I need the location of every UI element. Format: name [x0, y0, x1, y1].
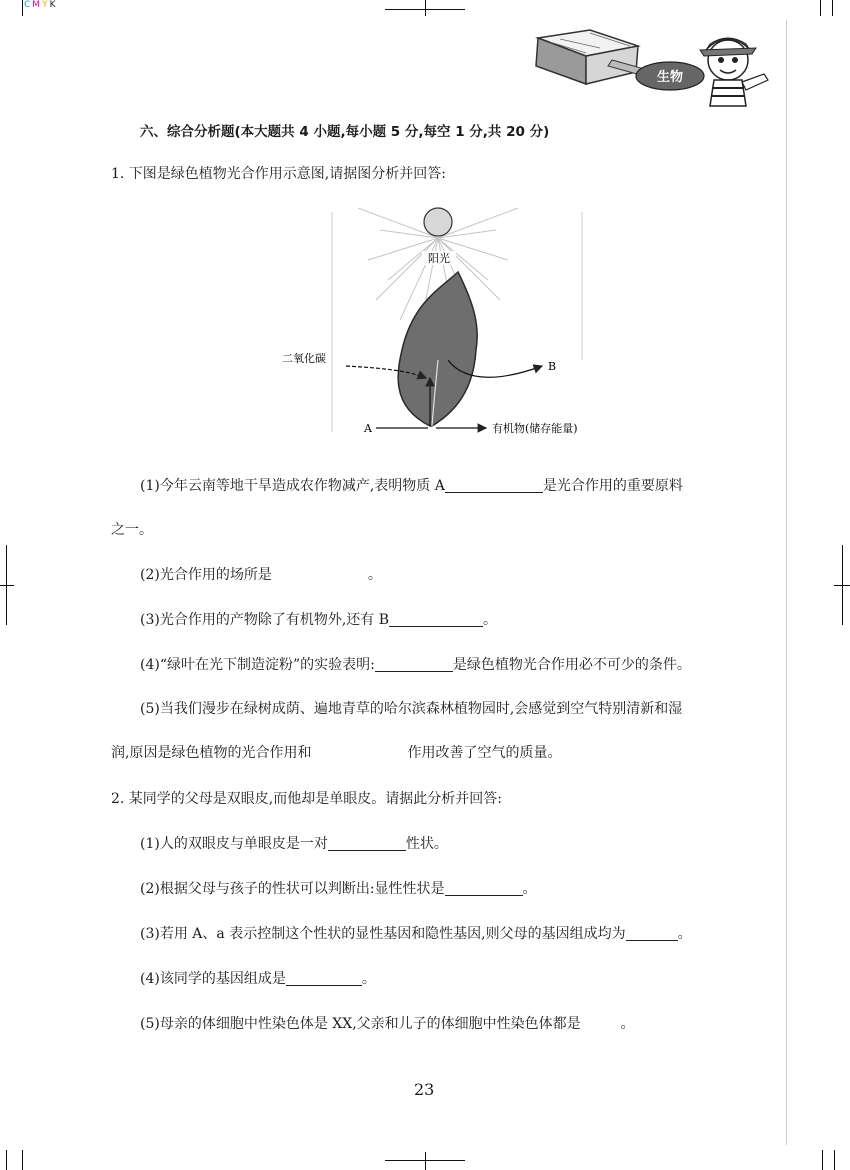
q2-p2-line: (2)根据父母与孩子的性状可以判断出:显性性状是 。: [140, 881, 537, 897]
sun-label: 阳光: [428, 252, 450, 265]
q2-p3-blank: [626, 925, 678, 941]
q2-p4-blank: [286, 970, 362, 986]
subject-badge-text: 生物: [656, 70, 684, 85]
right-margin-rule: [786, 20, 787, 1145]
q1-p1-continuation: 之一。: [111, 522, 153, 538]
q1-stem: 1. 下图是绿色植物光合作用示意图,请据图分析并回答:: [111, 166, 446, 182]
crop-mark-right-h: [834, 585, 850, 586]
q1-p4-blank: [375, 656, 453, 672]
crop-mark-bottom-left-2: [22, 1150, 23, 1170]
photosynthesis-diagram: [280, 200, 600, 440]
organic-label: 有机物(储存能量): [492, 422, 578, 435]
q1-p3-line: (3)光合作用的产物除了有机物外,还有 B 。: [140, 612, 498, 628]
q1-p3-blank: [389, 611, 483, 627]
crop-mark-bottom-right-2: [834, 1150, 835, 1170]
q1-p4-line: (4)“绿叶在光下制造淀粉”的实验表明: 是绿色植物光合作用必不可少的条件。: [140, 657, 691, 673]
crop-mark-top-center-v: [425, 0, 426, 16]
q1-p5-continuation: 润,原因是绿色植物的光合作用和 作用改善了空气的质量。: [111, 745, 562, 761]
q2-p5-line: (5)母亲的体细胞中性染色体是 XX,父亲和儿子的体细胞中性染色体都是 。: [140, 1016, 635, 1032]
section-title: 六、综合分析题(本大题共 4 小题,每小题 5 分,每空 1 分,共 20 分): [140, 124, 550, 140]
q2-p1-line: (1)人的双眼皮与单眼皮是一对 性状。: [140, 836, 448, 852]
crop-mark-bottom-right-1: [822, 1150, 823, 1170]
crop-mark-left-h: [0, 585, 14, 586]
a-label: A: [364, 422, 372, 435]
subject-badge: [636, 62, 704, 90]
q1-p5-line: (5)当我们漫步在绿树成荫、遍地青草的哈尔滨森林植物园时,会感觉到空气特别清新和湿: [140, 701, 683, 717]
q2-p2-blank: [445, 880, 523, 896]
q2-p3-line: (3)若用 A、a 表示控制这个性状的显性基因和隐性基因,则父母的基因组成均为 。: [140, 926, 692, 942]
co2-label: 二氧化碳: [282, 352, 326, 365]
q1-p1-line: (1)今年云南等地干旱造成农作物减产,表明物质 A 是光合作用的重要原料: [140, 478, 683, 494]
page-number: 23: [414, 1080, 435, 1099]
cartoon-student-icon: [700, 38, 768, 106]
header-illustration: [520, 20, 780, 110]
q1-p2-line: (2)光合作用的场所是 。: [140, 567, 382, 583]
crop-mark-top-left: [22, 0, 23, 16]
crop-mark-top-right-2: [832, 0, 833, 16]
leaf-icon: [398, 272, 477, 426]
b-label: B: [548, 360, 557, 373]
crop-mark-bottom-center-v: [425, 1152, 426, 1170]
crop-mark-bottom-left-1: [6, 1150, 7, 1170]
q2-p4-line: (4)该同学的基因组成是 。: [140, 971, 376, 987]
q1-p1-blank: [445, 477, 543, 493]
crop-mark-top-right-1: [820, 0, 821, 16]
sun-icon: [424, 208, 452, 236]
cmyk-print-mark: CMYK: [24, 0, 58, 10]
q2-stem: 2. 某同学的父母是双眼皮,而他却是单眼皮。请据此分析并回答:: [111, 791, 502, 807]
open-book-icon: [536, 30, 638, 84]
q2-p1-blank: [328, 835, 406, 851]
